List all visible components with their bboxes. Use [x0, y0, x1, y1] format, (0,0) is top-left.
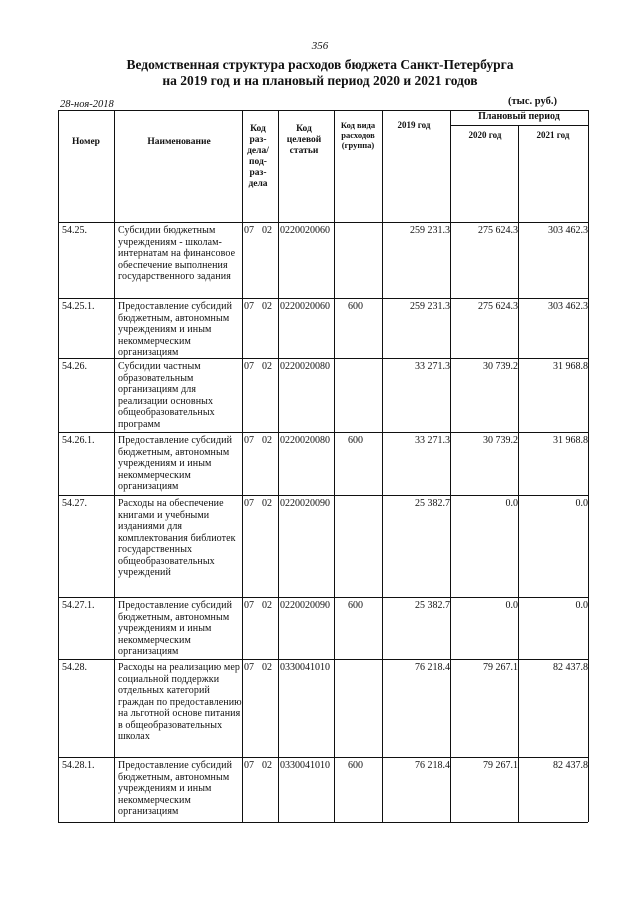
row-value-2019: 25 382.7: [415, 498, 450, 509]
row-value-2021: 82 437.8: [553, 760, 588, 771]
row-number: 54.27.1.: [62, 600, 95, 611]
header-planned-period: Плановый период: [478, 111, 560, 122]
row-section-code: 07: [244, 760, 254, 771]
row-value-2021: 31 968.8: [553, 435, 588, 446]
row-value-2021: 0.0: [575, 498, 588, 509]
row-subsection-code: 02: [262, 760, 272, 771]
row-subsection-code: 02: [262, 225, 272, 236]
row-name: Субсидии бюджетным учреждениям - школам-интернатам на финансовое обеспечение выполнения государственного задания: [118, 225, 236, 282]
header-section: Код раз- дела/ под- раз- дела: [247, 124, 269, 189]
row-target-code: 0220020060: [280, 225, 330, 236]
header-expense-type: Код вида расходов (группа): [340, 120, 376, 150]
document-date: 28-ноя-2018: [60, 99, 114, 110]
row-target-code: 0330041010: [280, 662, 330, 673]
col-divider: [58, 110, 59, 822]
header-number: Номер: [72, 137, 100, 147]
row-divider: [58, 757, 588, 758]
row-section-code: 07: [244, 600, 254, 611]
row-divider: [58, 659, 588, 660]
row-value-2019: 25 382.7: [415, 600, 450, 611]
row-name: Предоставление субсидий бюджетным, автономным учреждениям и иным некоммерческим организациям: [118, 760, 233, 817]
row-value-2020: 0.0: [505, 600, 518, 611]
row-divider: [58, 495, 588, 496]
row-number: 54.25.1.: [62, 301, 95, 312]
row-value-2019: 259 231.3: [410, 225, 450, 236]
row-name: Расходы на реализацию мер социальной поддержки отдельных категорий граждан по предоставлению на льготной основе питания в общеобразовательных школах: [118, 662, 242, 742]
col-divider: [278, 110, 279, 822]
col-divider: [242, 110, 243, 822]
row-divider: [58, 222, 588, 223]
row-value-2020: 275 624.3: [478, 301, 518, 312]
row-value-2021: 82 437.8: [553, 662, 588, 673]
row-name: Субсидии частным образовательным организациям для реализации основных общеобразовательных программ: [118, 361, 215, 430]
row-name: Предоставление субсидий бюджетным, автономным учреждениям и иным некоммерческим организациям: [118, 435, 233, 492]
row-section-code: 07: [244, 301, 254, 312]
row-subsection-code: 02: [262, 435, 272, 446]
row-value-2020: 79 267.1: [483, 662, 518, 673]
header-year2020: 2020 год: [468, 130, 502, 140]
row-number: 54.27.: [62, 498, 87, 509]
col-divider: [114, 110, 115, 822]
col-divider: [382, 110, 383, 822]
row-value-2019: 76 218.4: [415, 662, 450, 673]
row-value-2020: 30 739.2: [483, 435, 518, 446]
header-target: Код целевой статьи: [286, 124, 322, 156]
row-section-code: 07: [244, 361, 254, 372]
row-value-2021: 31 968.8: [553, 361, 588, 372]
row-target-code: 0220020080: [280, 435, 330, 446]
row-value-2020: 275 624.3: [478, 225, 518, 236]
row-name: Предоставление субсидий бюджетным, автономным учреждениям и иным некоммерческим организациям: [118, 301, 233, 358]
row-name: Предоставление субсидий бюджетным, автономным учреждениям и иным некоммерческим организациям: [118, 600, 233, 657]
row-target-code: 0330041010: [280, 760, 330, 771]
header-year2019: 2019 год: [397, 120, 431, 130]
col-divider: [334, 110, 335, 822]
row-subsection-code: 02: [262, 361, 272, 372]
row-number: 54.26.1.: [62, 435, 95, 446]
row-target-code: 0220020080: [280, 361, 330, 372]
row-value-2019: 33 271.3: [415, 435, 450, 446]
row-name: Расходы на обеспечение книгами и учебными изданиями для комплектования библиотек государственных общеобразовательных учреждений: [118, 498, 236, 578]
row-subsection-code: 02: [262, 600, 272, 611]
row-value-2019: 259 231.3: [410, 301, 450, 312]
row-value-2019: 33 271.3: [415, 361, 450, 372]
document-title-line2: на 2019 год и на плановый период 2020 и 2021 годов: [162, 73, 478, 88]
row-number: 54.28.1.: [62, 760, 95, 771]
row-value-2020: 0.0: [505, 498, 518, 509]
units-label: (тыс. руб.): [508, 96, 557, 107]
row-target-code: 0220020090: [280, 498, 330, 509]
row-section-code: 07: [244, 498, 254, 509]
row-section-code: 07: [244, 435, 254, 446]
header-year2021: 2021 год: [536, 130, 570, 140]
row-subsection-code: 02: [262, 498, 272, 509]
row-expense-type: 600: [348, 301, 363, 312]
row-expense-type: 600: [348, 760, 363, 771]
row-value-2020: 30 739.2: [483, 361, 518, 372]
col-divider: [588, 110, 589, 822]
row-target-code: 0220020060: [280, 301, 330, 312]
row-subsection-code: 02: [262, 301, 272, 312]
header-name: Наименование: [147, 137, 211, 147]
row-value-2019: 76 218.4: [415, 760, 450, 771]
row-subsection-code: 02: [262, 662, 272, 673]
row-number: 54.25.: [62, 225, 87, 236]
document-title-line1: Ведомственная структура расходов бюджета Санкт-Петербурга: [126, 57, 514, 72]
col-divider: [450, 110, 451, 822]
row-value-2021: 303 462.3: [548, 225, 588, 236]
row-expense-type: 600: [348, 435, 363, 446]
row-divider: [58, 822, 588, 823]
row-divider: [58, 597, 588, 598]
row-divider: [58, 298, 588, 299]
row-section-code: 07: [244, 225, 254, 236]
page-number: 356: [311, 40, 329, 52]
planned-period-rule: [450, 125, 588, 126]
col-divider: [518, 125, 519, 822]
row-value-2021: 0.0: [575, 600, 588, 611]
row-number: 54.28.: [62, 662, 87, 673]
row-section-code: 07: [244, 662, 254, 673]
row-value-2021: 303 462.3: [548, 301, 588, 312]
row-value-2020: 79 267.1: [483, 760, 518, 771]
row-target-code: 0220020090: [280, 600, 330, 611]
row-divider: [58, 432, 588, 433]
row-expense-type: 600: [348, 600, 363, 611]
row-number: 54.26.: [62, 361, 87, 372]
